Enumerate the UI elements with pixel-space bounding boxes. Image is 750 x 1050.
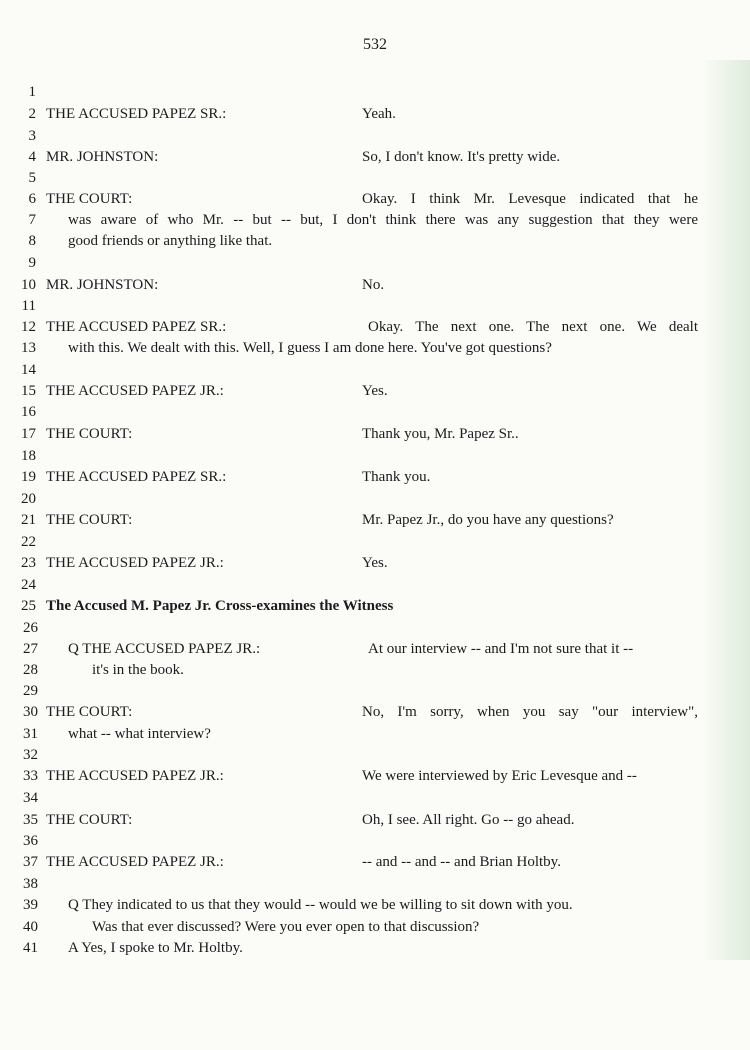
speaker-label: THE COURT:: [46, 512, 133, 528]
transcript-line: [0, 147, 750, 168]
line-number: 17: [21, 426, 36, 442]
line-number: 40: [23, 919, 38, 935]
speech-text: No.: [362, 277, 385, 293]
question-answer-text: A Yes, I spoke to Mr. Holtby.: [68, 940, 243, 956]
transcript-line: [0, 724, 750, 745]
transcript-line: [0, 618, 750, 639]
transcript-line: [0, 660, 750, 681]
line-number: 29: [23, 683, 38, 699]
transcript-line: [0, 489, 750, 510]
speech-text: At our interview -- and I'm not sure that it --: [368, 641, 634, 657]
transcript-line: [0, 253, 750, 274]
continuation-text: with this. We dealt with this. Well, I guess I am done here. You've got questions?: [68, 340, 552, 356]
transcript-line: [0, 317, 750, 338]
line-number: 38: [23, 876, 38, 892]
speech-text: Thank you.: [362, 469, 431, 485]
line-number: 7: [28, 212, 36, 228]
transcript-line: [0, 895, 750, 916]
speaker-label: THE ACCUSED PAPEZ SR.:: [46, 469, 227, 485]
line-number: 16: [21, 404, 36, 420]
speech-text: We were interviewed by Eric Levesque and --: [362, 768, 637, 784]
speech-text: No, I'm sorry, when you say "our interview",: [362, 704, 698, 720]
speech-text: Oh, I see. All right. Go -- go ahead.: [362, 812, 575, 828]
transcript-line: [0, 831, 750, 852]
transcript-line: [0, 639, 750, 660]
speaker-label: Q THE ACCUSED PAPEZ JR.:: [68, 641, 261, 657]
continuation-text: good friends or anything like that.: [68, 233, 273, 249]
transcript-line: [0, 938, 750, 959]
line-number: 39: [23, 897, 38, 913]
transcript-line: [0, 168, 750, 189]
speaker-label: THE ACCUSED PAPEZ JR.:: [46, 555, 224, 571]
transcript-line: [0, 296, 750, 317]
transcript-line: [0, 381, 750, 402]
transcript-line: [0, 810, 750, 831]
line-number: 9: [28, 255, 36, 271]
line-number: 24: [21, 577, 36, 593]
line-number: 11: [21, 298, 36, 314]
line-number: 15: [21, 383, 36, 399]
speaker-label: MR. JOHNSTON:: [46, 277, 159, 293]
transcript-line: [0, 338, 750, 359]
page-number: 532: [363, 36, 387, 53]
transcript-line: [0, 917, 750, 938]
transcript-line: [0, 852, 750, 873]
line-number: 21: [21, 512, 36, 528]
transcript-line: [0, 553, 750, 574]
line-number: 8: [28, 233, 36, 249]
line-number: 18: [21, 448, 36, 464]
line-number: 31: [23, 726, 38, 742]
speaker-label: THE ACCUSED PAPEZ SR.:: [46, 319, 227, 335]
transcript-line: [0, 766, 750, 787]
transcript-line: [0, 424, 750, 445]
line-number: 22: [21, 534, 36, 550]
speech-text: So, I don't know. It's pretty wide.: [362, 149, 561, 165]
speech-text: Yeah.: [362, 106, 396, 122]
line-number: 36: [23, 833, 38, 849]
transcript-line: [0, 446, 750, 467]
transcript-line: [0, 510, 750, 531]
line-number: 41: [23, 940, 38, 956]
transcript-line: [0, 402, 750, 423]
speaker-label: THE ACCUSED PAPEZ JR.:: [46, 768, 224, 784]
line-number: 27: [23, 641, 38, 657]
line-number: 20: [21, 491, 36, 507]
line-number: 33: [23, 768, 38, 784]
transcript-line: [0, 126, 750, 147]
continuation-text: what -- what interview?: [68, 726, 211, 742]
speech-text: -- and -- and -- and Brian Holtby.: [362, 854, 561, 870]
transcript-line: [0, 467, 750, 488]
transcript-line: [0, 681, 750, 702]
line-number: 4: [28, 149, 36, 165]
line-number: 1: [28, 84, 36, 100]
continuation-text: Was that ever discussed? Were you ever open to that discussion?: [92, 919, 480, 935]
line-number: 14: [21, 362, 36, 378]
line-number: 23: [21, 555, 36, 571]
speaker-label: THE COURT:: [46, 812, 133, 828]
line-number: 28: [23, 662, 38, 678]
speaker-label: THE ACCUSED PAPEZ SR.:: [46, 106, 227, 122]
speech-text: Okay. The next one. The next one. We dealt: [368, 319, 698, 335]
speech-text: Mr. Papez Jr., do you have any questions?: [362, 512, 614, 528]
speaker-label: THE ACCUSED PAPEZ JR.:: [46, 854, 224, 870]
transcript-line: [0, 874, 750, 895]
speaker-label: THE COURT:: [46, 704, 133, 720]
line-number: 13: [21, 340, 36, 356]
transcript-line: [0, 210, 750, 231]
transcript-line: [0, 104, 750, 125]
transcript-line: [0, 189, 750, 210]
transcript-line: [0, 532, 750, 553]
transcript-line: [0, 275, 750, 296]
line-number: 26: [23, 620, 38, 636]
transcript-line: [0, 360, 750, 381]
speaker-label: THE COURT:: [46, 426, 133, 442]
section-heading: The Accused M. Papez Jr. Cross-examines the Witness: [46, 598, 394, 614]
line-number: 10: [21, 277, 36, 293]
speaker-label: THE COURT:: [46, 191, 133, 207]
transcript-line: [0, 575, 750, 596]
speech-text: Yes.: [362, 555, 388, 571]
continuation-text: was aware of who Mr. -- but -- but, I don't think there was any suggestion that they were: [68, 212, 698, 228]
transcript-line: [0, 82, 750, 103]
speech-text: Okay. I think Mr. Levesque indicated that he: [362, 191, 698, 207]
question-answer-text: Q They indicated to us that they would -- would we be willing to sit down with you.: [68, 897, 573, 913]
line-number: 34: [23, 790, 38, 806]
line-number: 3: [28, 128, 36, 144]
line-number: 32: [23, 747, 38, 763]
line-number: 25: [21, 598, 36, 614]
speech-text: Thank you, Mr. Papez Sr..: [362, 426, 519, 442]
line-number: 19: [21, 469, 36, 485]
line-number: 2: [28, 106, 36, 122]
line-number: 6: [28, 191, 36, 207]
speech-text: Yes.: [362, 383, 388, 399]
line-number: 37: [23, 854, 38, 870]
line-number: 35: [23, 812, 38, 828]
transcript-line: [0, 702, 750, 723]
transcript-line: [0, 788, 750, 809]
line-number: 5: [28, 170, 36, 186]
line-number: 30: [23, 704, 38, 720]
transcript-line: [0, 745, 750, 766]
speaker-label: MR. JOHNSTON:: [46, 149, 159, 165]
transcript-line: [0, 596, 750, 617]
continuation-text: it's in the book.: [92, 662, 184, 678]
line-number: 12: [21, 319, 36, 335]
transcript-line: [0, 231, 750, 252]
speaker-label: THE ACCUSED PAPEZ JR.:: [46, 383, 224, 399]
